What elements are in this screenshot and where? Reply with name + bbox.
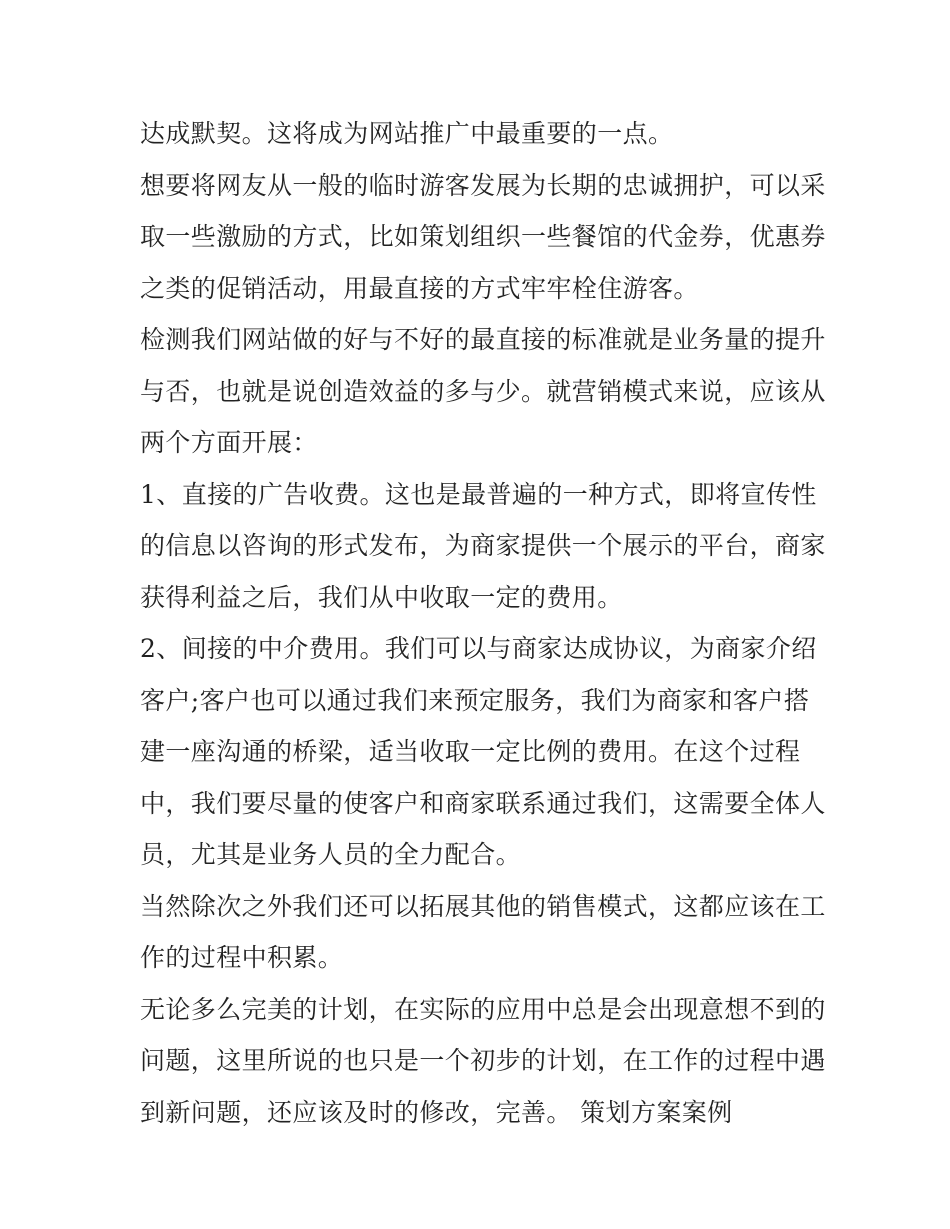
text-line: 检测我们网站做的好与不好的最直接的标准就是业务量的提升 — [140, 325, 826, 354]
text-line: 当然除次之外我们还可以拓展其他的销售模式，这都应该在工 — [140, 891, 826, 921]
text-line: 取一些激励的方式，比如策划组织一些餐馆的代金券，优惠券 — [140, 222, 826, 251]
body-text — [140, 108, 826, 1138]
text-line: 中，我们要尽量的使客户和商家联系通过我们，这需要全体人 — [140, 788, 826, 818]
text-line: 建一座沟通的桥梁，适当收取一定比例的费用。在这个过程 — [140, 737, 801, 766]
text-line: 获得利益之后，我们从中收取一定的费用。 — [140, 582, 623, 612]
text-line: 达成默契。这将成为网站推广中最重要的一点。 — [140, 119, 674, 148]
text-line: 与否，也就是说创造效益的多与少。就营销模式来说，应该从 — [140, 376, 826, 406]
text-line: 客户;客户也可以通过我们来预定服务，我们为商家和客户搭 — [140, 685, 810, 715]
text-line: 2、间接的中介费用。我们可以与商家达成协议，为商家介绍 — [140, 634, 817, 663]
text-line: 之类的促销活动，用最直接的方式牢牢栓住游客。 — [140, 273, 699, 303]
text-line: 1、直接的广告收费。这也是最普遍的一种方式，即将宣传性 — [140, 479, 817, 509]
text-line: 的信息以咨询的形式发布，为商家提供一个展示的平台，商家 — [140, 531, 826, 560]
text-line: 想要将网友从一般的临时游客发展为长期的忠诚拥护，可以采 — [140, 170, 826, 200]
text-line: 作的过程中积累。 — [140, 943, 344, 972]
text-line: 问题，这里所说的也只是一个初步的计划，在工作的过程中遇 — [140, 1046, 826, 1075]
text-line: 员，尤其是业务人员的全力配合。 — [140, 840, 522, 869]
text-line: 两个方面开展： — [140, 428, 318, 457]
text-line: 无论多么完美的计划，在实际的应用中总是会出现意想不到的 — [140, 994, 826, 1024]
text-line: 到新问题，还应该及时的修改，完善。 策划方案案例 — [140, 1097, 733, 1127]
